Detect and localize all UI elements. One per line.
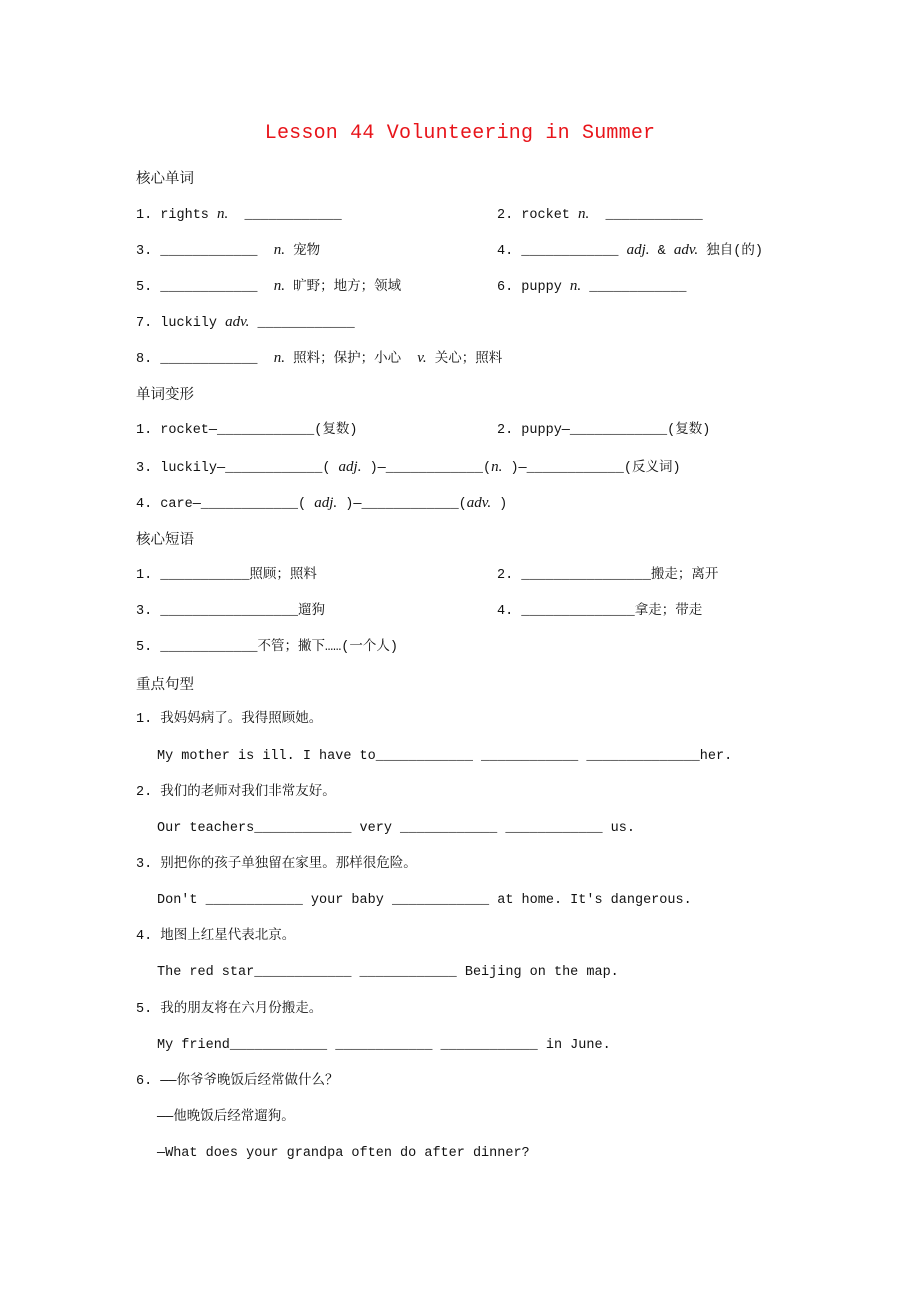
exercise-item — [497, 276, 687, 298]
part-of-speech: n. — [217, 206, 229, 222]
item-text: —What does your grandpa often do after dinner? — [157, 1146, 530, 1161]
part-of-speech: n. — [273, 350, 285, 366]
exercise-item — [136, 421, 357, 441]
item-text[interactable]: ____________ — [589, 208, 703, 223]
item-text[interactable]: )—____________( — [361, 461, 492, 476]
exercise-item — [136, 457, 681, 479]
exercise-item — [497, 566, 718, 586]
part-of-speech: adv. — [673, 242, 699, 258]
item-text[interactable]: Don't ____________ your baby ____________ at home. It's dangerous. — [157, 893, 692, 908]
exercise-item — [136, 1000, 322, 1020]
item-text[interactable]: The red star____________ ____________ Beijing on the map. — [157, 965, 619, 980]
item-text[interactable]: )—____________( — [337, 497, 467, 512]
section-heading: 核心短语 — [136, 533, 194, 549]
exercise-answer-line — [157, 747, 732, 767]
item-text[interactable]: 2. puppy—____________(复数) — [497, 423, 711, 438]
exercise-item — [136, 602, 325, 622]
item-text: ) — [491, 497, 508, 512]
item-text[interactable]: My mother is ill. I have to____________ ____________ ______________her. — [157, 749, 733, 764]
part-of-speech: adv. — [466, 495, 492, 511]
item-text[interactable]: 4. ____________ — [497, 244, 627, 259]
exercise-item — [136, 927, 295, 947]
section-heading: 单词变形 — [136, 388, 194, 404]
part-of-speech: n. — [491, 459, 503, 475]
item-text: ——他晚饭后经常遛狗。 — [157, 1110, 295, 1125]
item-text: 5. 我的朋友将在六月份搬走。 — [136, 1002, 323, 1017]
section-heading: 核心单词 — [136, 172, 194, 188]
part-of-speech: adj. — [314, 495, 338, 511]
item-text[interactable]: 8. ____________ — [136, 352, 274, 367]
part-of-speech: n. — [578, 206, 590, 222]
item-text: 关心；照料 — [426, 352, 503, 367]
exercise-answer-line — [157, 1144, 530, 1164]
item-text: & — [649, 244, 674, 259]
item-text: 2. rocket — [497, 208, 579, 223]
item-text[interactable]: ____________ — [581, 280, 687, 295]
exercise-item — [136, 240, 320, 262]
item-text[interactable]: )—____________(反义词) — [502, 461, 681, 476]
item-text[interactable]: 5. ____________不管；撇下……(一个人) — [136, 640, 398, 655]
item-text[interactable]: 3. ____________ — [136, 244, 274, 259]
item-text: 4. 地图上红星代表北京。 — [136, 929, 296, 944]
exercise-item — [136, 276, 401, 298]
item-text: 6. puppy — [497, 280, 570, 295]
item-text[interactable]: 3. _________________遛狗 — [136, 604, 326, 619]
item-text: 2. 我们的老师对我们非常友好。 — [136, 785, 336, 800]
item-text: 3. 别把你的孩子单独留在家里。那样很危险。 — [136, 857, 417, 872]
exercise-item — [497, 204, 703, 226]
item-text[interactable]: 5. ____________ — [136, 280, 274, 295]
item-text[interactable]: 2. ________________搬走；离开 — [497, 568, 719, 583]
item-text[interactable]: 1. ___________照顾；照料 — [136, 568, 317, 583]
item-text: 独自(的) — [698, 244, 763, 259]
section-heading: 重点句型 — [136, 678, 194, 694]
exercise-answer-line — [157, 1036, 611, 1056]
part-of-speech: n. — [273, 278, 285, 294]
exercise-item — [136, 348, 502, 370]
exercise-item — [136, 493, 507, 515]
item-text: 7. luckily — [136, 316, 226, 331]
exercise-item — [136, 1072, 339, 1092]
exercise-item — [136, 312, 355, 334]
exercise-item — [136, 566, 317, 586]
exercise-item — [136, 638, 398, 658]
exercise-item — [136, 204, 342, 226]
exercise-item — [497, 240, 763, 262]
exercise-item — [136, 783, 336, 803]
part-of-speech: n. — [569, 278, 582, 294]
exercise-answer-line — [157, 819, 635, 839]
item-text: 照料；保护；小心 — [284, 352, 418, 367]
item-text[interactable]: 4. ______________拿走；带走 — [497, 604, 703, 619]
item-text[interactable]: Our teachers____________ very ____________ ____________ us. — [157, 821, 635, 836]
item-text: 6. ——你爷爷晚饭后经常做什么？ — [136, 1074, 339, 1089]
exercise-answer-line — [157, 1108, 295, 1128]
item-text[interactable]: 4. care—____________( — [136, 497, 315, 512]
item-text[interactable]: ____________ — [249, 316, 355, 331]
item-text: 1. rights — [136, 208, 218, 223]
part-of-speech: adj. — [626, 242, 650, 258]
item-text: 旷野；地方；领域 — [284, 280, 402, 295]
part-of-speech: adv. — [225, 314, 250, 330]
part-of-speech: adj. — [338, 459, 362, 475]
item-text[interactable]: ____________ — [228, 208, 342, 223]
exercise-item — [136, 710, 322, 730]
lesson-title: Lesson 44 Volunteering in Summer — [264, 122, 656, 145]
item-text[interactable]: 3. luckily—____________( — [136, 461, 339, 476]
part-of-speech: v. — [417, 350, 427, 366]
exercise-item — [136, 855, 417, 875]
exercise-item — [497, 421, 710, 441]
exercise-answer-line — [157, 891, 692, 911]
item-text[interactable]: My friend____________ ____________ ____________ in June. — [157, 1038, 611, 1053]
exercise-item — [497, 602, 702, 622]
item-text: 1. 我妈妈病了。我得照顾她。 — [136, 712, 323, 727]
item-text[interactable]: 1. rocket—____________(复数) — [136, 423, 358, 438]
part-of-speech: n. — [273, 242, 285, 258]
item-text: 宠物 — [284, 244, 321, 259]
exercise-answer-line — [157, 963, 619, 983]
